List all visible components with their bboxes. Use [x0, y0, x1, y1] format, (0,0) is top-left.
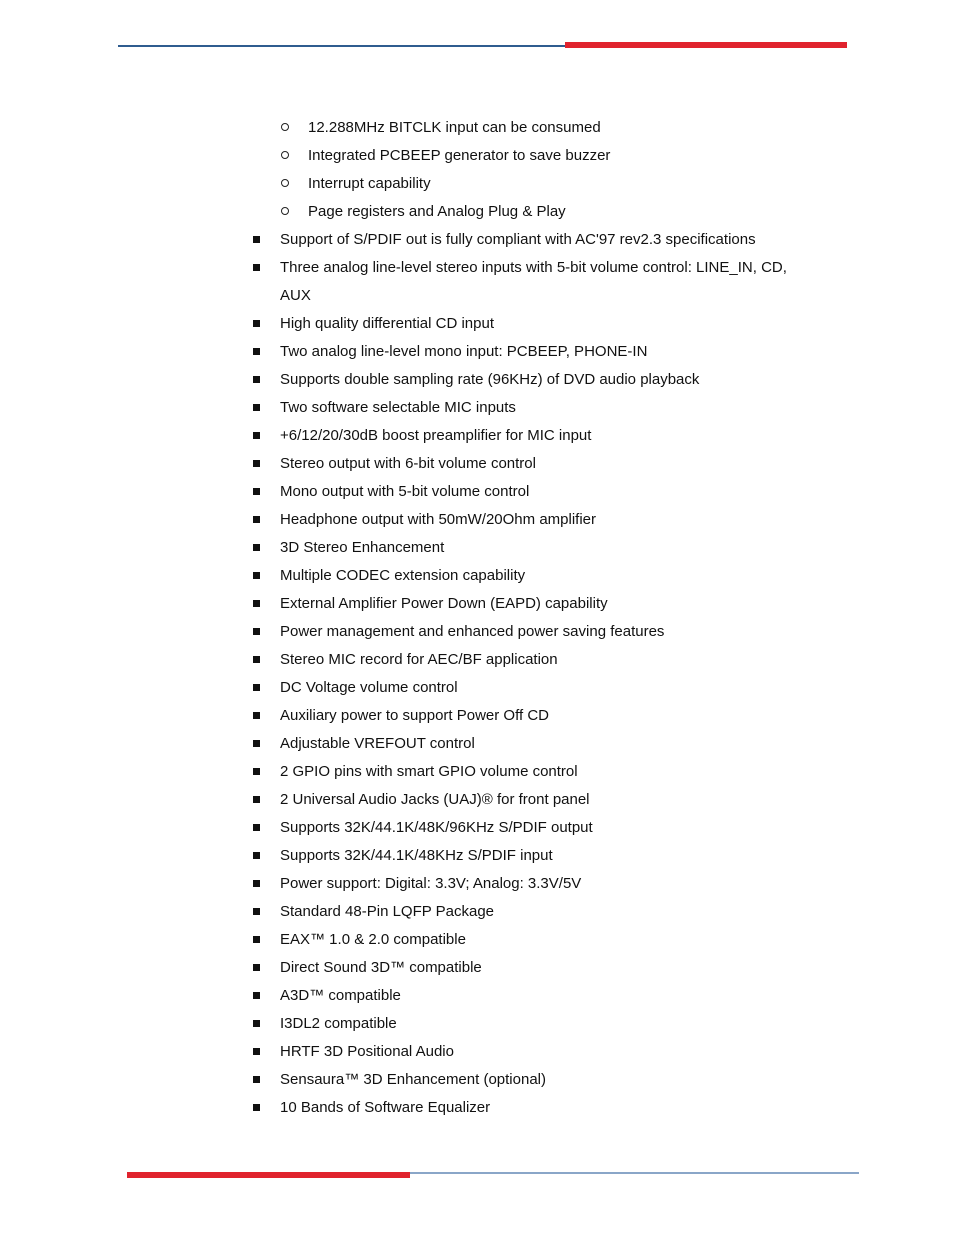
main-feature-list — [0, 226, 954, 1122]
square-bullet-icon — [253, 992, 260, 999]
sub-list-item — [0, 198, 954, 226]
square-bullet-icon — [253, 488, 260, 495]
list-item — [0, 786, 954, 814]
square-bullet-icon — [253, 600, 260, 607]
list-item — [0, 562, 954, 590]
list-item — [0, 870, 954, 898]
hollow-circle-bullet-icon — [281, 207, 289, 215]
list-item-text: Adjustable VREFOUT control — [280, 735, 475, 752]
square-bullet-icon — [253, 320, 260, 327]
list-item — [0, 618, 954, 646]
list-item-text: Two software selectable MIC inputs — [280, 399, 516, 416]
square-bullet-icon — [253, 740, 260, 747]
list-item-text: Stereo MIC record for AEC/BF application — [280, 651, 558, 668]
list-item — [0, 254, 954, 310]
sub-list-item-text: Interrupt capability — [308, 175, 431, 192]
square-bullet-icon — [253, 684, 260, 691]
list-item — [0, 758, 954, 786]
list-item — [0, 702, 954, 730]
list-item-text: +6/12/20/30dB boost preamplifier for MIC input — [280, 427, 592, 444]
list-item-text: 2 Universal Audio Jacks (UAJ)® for front panel — [280, 791, 590, 808]
square-bullet-icon — [253, 768, 260, 775]
list-item — [0, 226, 954, 254]
square-bullet-icon — [253, 936, 260, 943]
list-item — [0, 590, 954, 618]
list-item — [0, 1038, 954, 1066]
hollow-circle-bullet-icon — [281, 151, 289, 159]
list-item-text: Three analog line-level stereo inputs with 5-bit volume control: LINE_IN, CD, AUX — [280, 259, 787, 304]
sub-list-item-text: Page registers and Analog Plug & Play — [308, 203, 566, 220]
list-item-text: Supports 32K/44.1K/48KHz S/PDIF input — [280, 847, 553, 864]
list-item-text: EAX™ 1.0 & 2.0 compatible — [280, 931, 466, 948]
square-bullet-icon — [253, 1076, 260, 1083]
list-item — [0, 422, 954, 450]
square-bullet-icon — [253, 1104, 260, 1111]
hollow-circle-bullet-icon — [281, 179, 289, 187]
square-bullet-icon — [253, 964, 260, 971]
sub-list-item-text: Integrated PCBEEP generator to save buzzer — [308, 147, 611, 164]
list-item — [0, 1010, 954, 1038]
list-item — [0, 534, 954, 562]
list-item — [0, 842, 954, 870]
list-item-text: Support of S/PDIF out is fully compliant with AC'97 rev2.3 specifications — [280, 231, 756, 248]
sub-list-item — [0, 170, 954, 198]
footer-rule-blue — [410, 1172, 859, 1174]
list-item — [0, 1094, 954, 1122]
list-item-text: HRTF 3D Positional Audio — [280, 1043, 454, 1060]
list-item-text: Sensaura™ 3D Enhancement (optional) — [280, 1071, 546, 1088]
list-item-text: External Amplifier Power Down (EAPD) capability — [280, 595, 608, 612]
square-bullet-icon — [253, 1048, 260, 1055]
list-item — [0, 954, 954, 982]
list-item — [0, 926, 954, 954]
list-item-text: Headphone output with 50mW/20Ohm amplifier — [280, 511, 596, 528]
list-item — [0, 310, 954, 338]
list-item-text: Stereo output with 6-bit volume control — [280, 455, 536, 472]
list-item — [0, 450, 954, 478]
sub-list-item — [0, 142, 954, 170]
list-item-text: Direct Sound 3D™ compatible — [280, 959, 482, 976]
list-item-text: Power support: Digital: 3.3V; Analog: 3.3V/5V — [280, 875, 582, 892]
list-item-text: Standard 48-Pin LQFP Package — [280, 903, 495, 920]
square-bullet-icon — [253, 1020, 260, 1027]
list-item-text: Two analog line-level mono input: PCBEEP, PHONE-IN — [280, 343, 648, 360]
square-bullet-icon — [253, 432, 260, 439]
list-item-text: DC Voltage volume control — [280, 679, 458, 696]
list-item — [0, 730, 954, 758]
header-rule-red — [565, 42, 847, 48]
square-bullet-icon — [253, 264, 260, 271]
list-item — [0, 366, 954, 394]
square-bullet-icon — [253, 908, 260, 915]
list-item — [0, 646, 954, 674]
square-bullet-icon — [253, 460, 260, 467]
square-bullet-icon — [253, 404, 260, 411]
square-bullet-icon — [253, 572, 260, 579]
list-item — [0, 394, 954, 422]
list-item-text: A3D™ compatible — [280, 987, 401, 1004]
list-item-text: I3DL2 compatible — [280, 1015, 397, 1032]
square-bullet-icon — [253, 348, 260, 355]
list-item — [0, 898, 954, 926]
list-item — [0, 478, 954, 506]
sub-list-item — [0, 114, 954, 142]
list-item-text: Mono output with 5-bit volume control — [280, 483, 530, 500]
list-item-text: Multiple CODEC extension capability — [280, 567, 526, 584]
square-bullet-icon — [253, 656, 260, 663]
square-bullet-icon — [253, 516, 260, 523]
list-item-text: Auxiliary power to support Power Off CD — [280, 707, 549, 724]
footer-rule-red — [127, 1172, 410, 1178]
square-bullet-icon — [253, 236, 260, 243]
list-item-text: Supports double sampling rate (96KHz) of DVD audio playback — [280, 371, 700, 388]
list-item-text: High quality differential CD input — [280, 315, 495, 332]
sub-list-item-text: 12.288MHz BITCLK input can be consumed — [308, 119, 601, 136]
list-item — [0, 506, 954, 534]
sub-feature-list — [0, 114, 954, 226]
hollow-circle-bullet-icon — [281, 123, 289, 131]
list-item-text: Power management and enhanced power saving features — [280, 623, 665, 640]
square-bullet-icon — [253, 628, 260, 635]
feature-list — [0, 114, 954, 1122]
list-item-text: Supports 32K/44.1K/48K/96KHz S/PDIF output — [280, 819, 593, 836]
square-bullet-icon — [253, 852, 260, 859]
list-item — [0, 814, 954, 842]
square-bullet-icon — [253, 796, 260, 803]
square-bullet-icon — [253, 824, 260, 831]
list-item-text: 10 Bands of Software Equalizer — [280, 1099, 491, 1116]
list-item — [0, 338, 954, 366]
square-bullet-icon — [253, 880, 260, 887]
square-bullet-icon — [253, 544, 260, 551]
list-item-text: 3D Stereo Enhancement — [280, 539, 445, 556]
square-bullet-icon — [253, 376, 260, 383]
header-rule-blue — [118, 45, 565, 47]
list-item-text: 2 GPIO pins with smart GPIO volume control — [280, 763, 578, 780]
list-item — [0, 982, 954, 1010]
list-item — [0, 674, 954, 702]
list-item — [0, 1066, 954, 1094]
square-bullet-icon — [253, 712, 260, 719]
